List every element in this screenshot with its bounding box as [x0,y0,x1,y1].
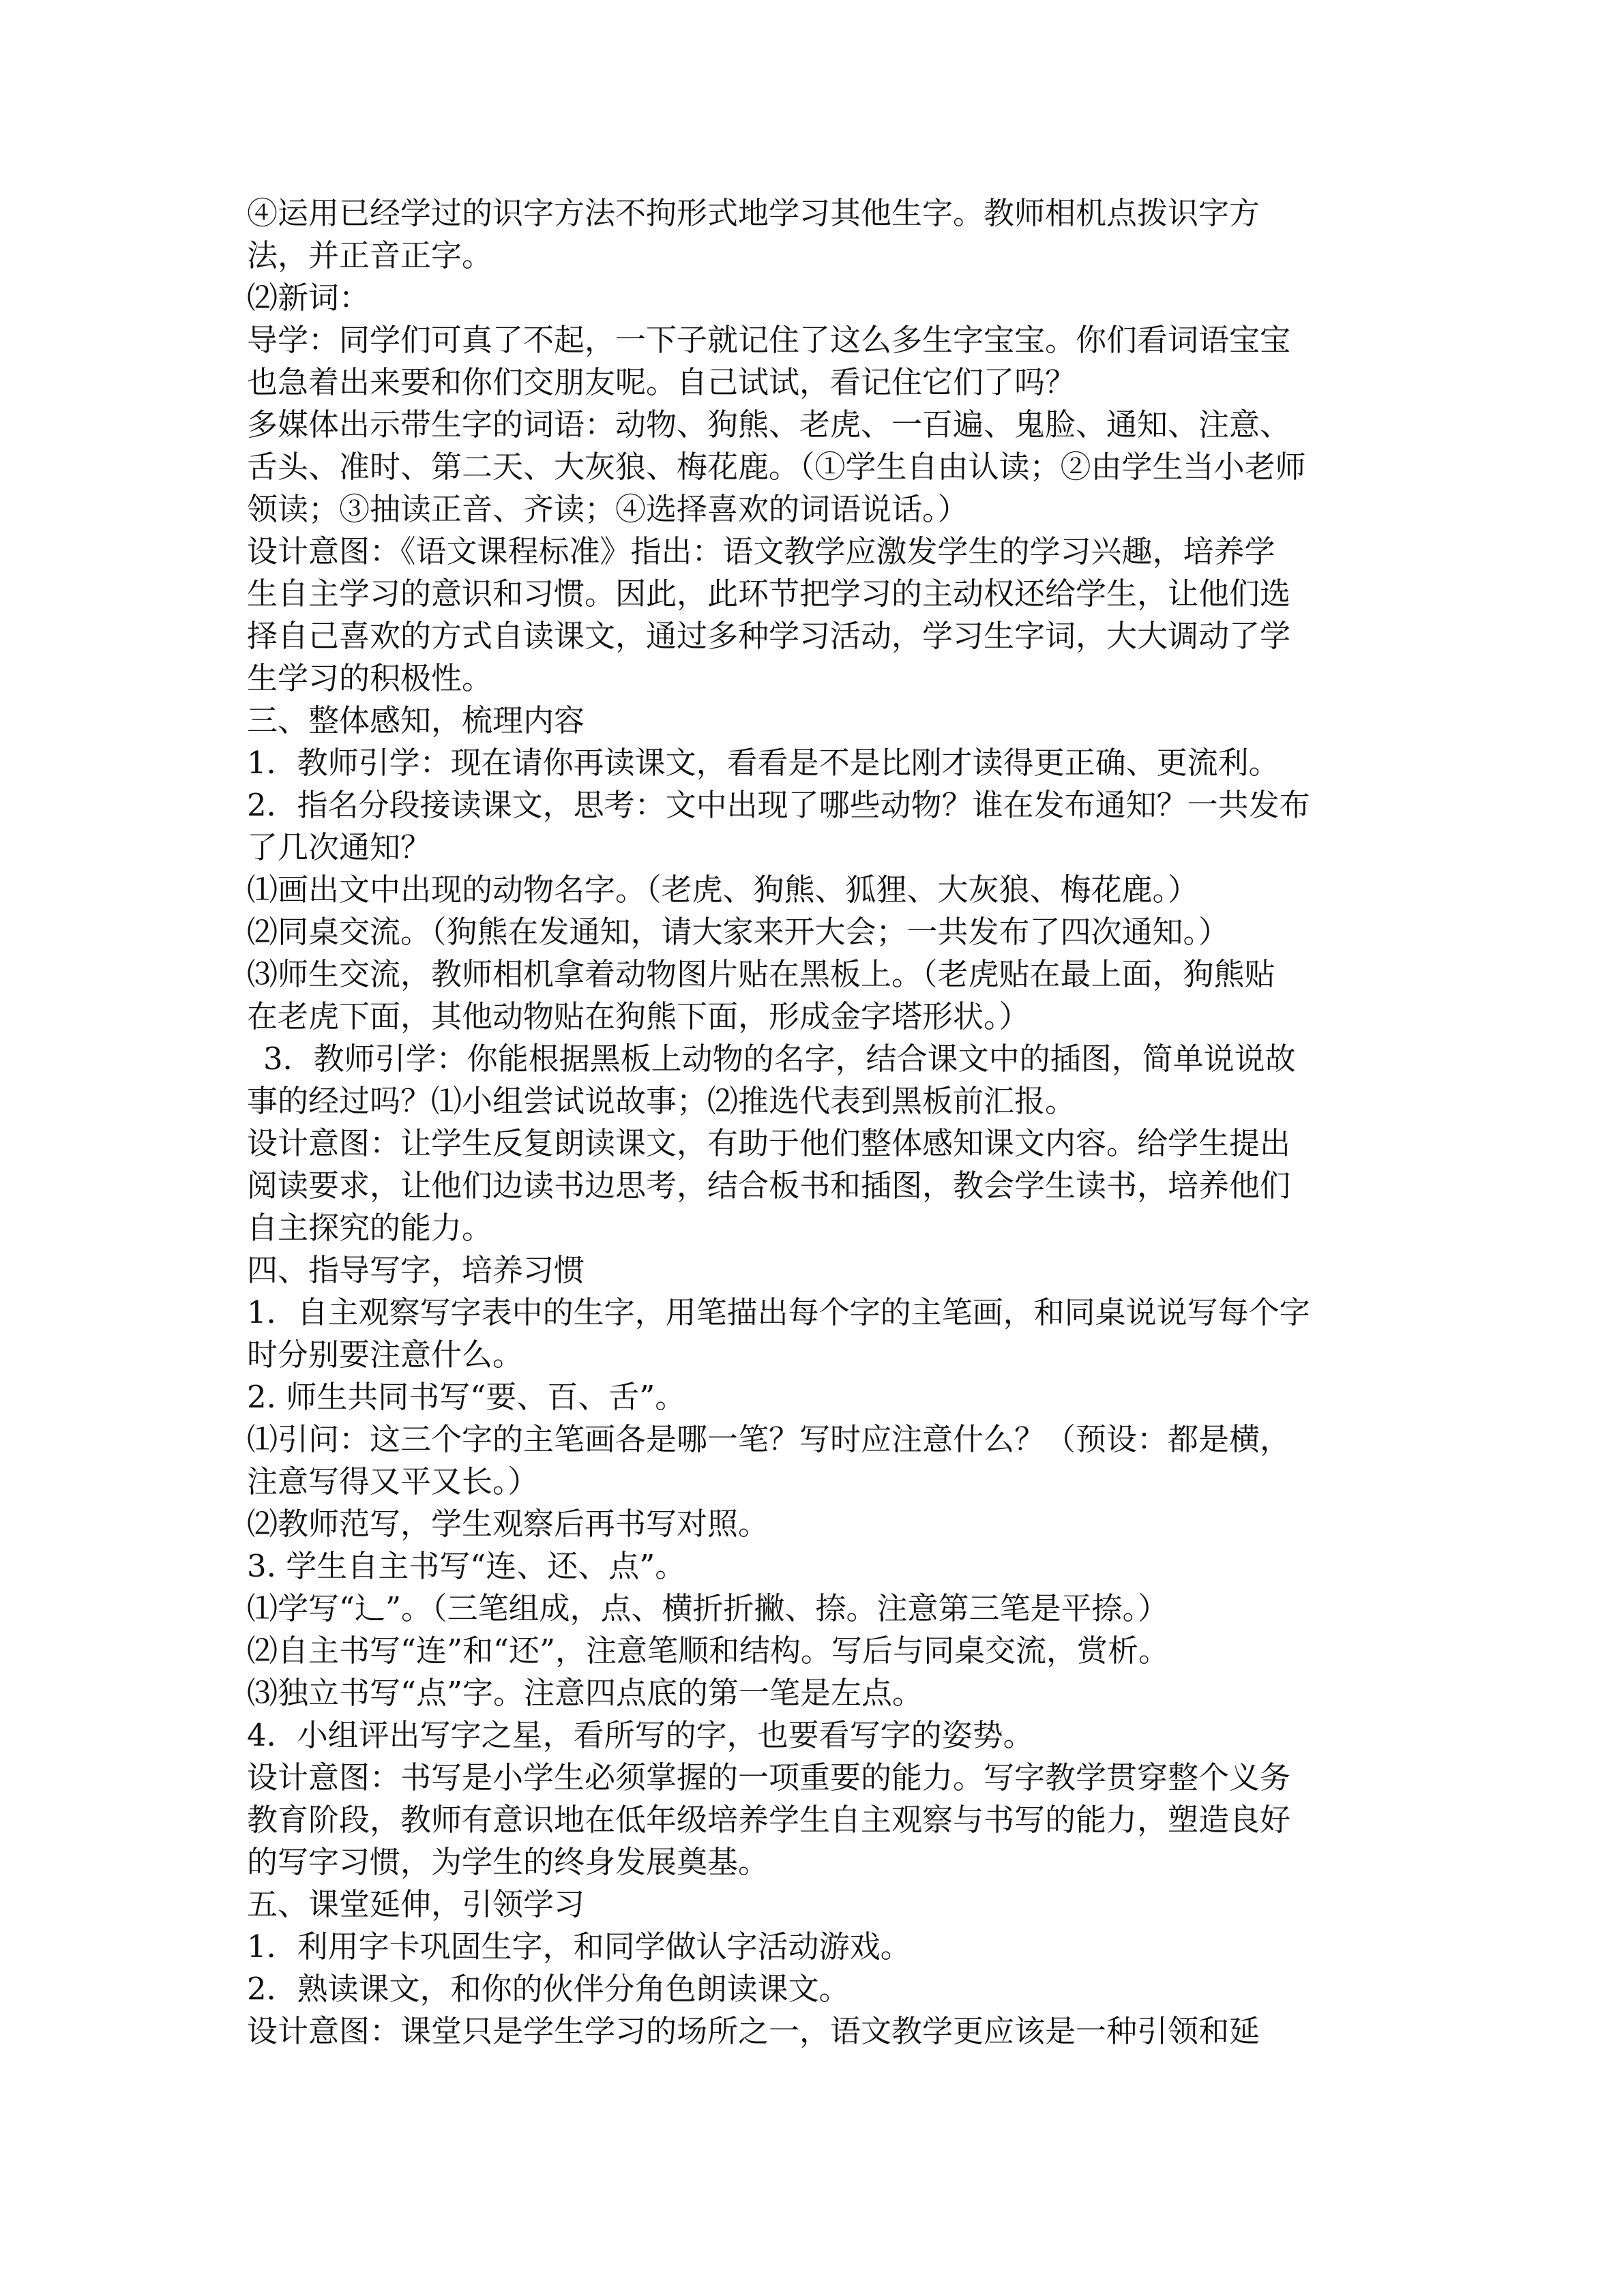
text-line: ⑵教师范写，学生观察后再书写对照。 [247,1506,769,1542]
text-line: 设计意图：《语文课程标准》指出：语文教学应激发学生的学习兴趣，培养学 [247,533,1275,569]
text-line: 2．熟读课文，和你的伙伴分角色朗读课文。 [247,1971,850,2007]
section-heading: 三、整体感知，梳理内容 [247,702,585,739]
document-body [247,192,1379,2053]
text-line: 3．教师引学：你能根据黑板上动物的名字，结合课文中的插图，简单说说故 [263,1041,1296,1077]
text-line: 生学习的积极性。 [247,660,493,696]
text-line: 自主探究的能力。 [247,1210,493,1246]
text-line: ⑶独立书写“点”字。注意四点底的第一笔是左点。 [247,1675,924,1711]
text-line: ⑶师生交流，教师相机拿着动物图片贴在黑板上。（老虎贴在最上面，狗熊贴 [247,956,1275,992]
text-line: ⑵自主书写“连”和“还”，注意笔顺和结构。写后与同桌交流，赏析。 [247,1632,1170,1669]
text-line: 1．教师引学：现在请你再读课文，看看是不是比刚才读得更正确、更流利。 [247,745,1280,781]
text-line: 时分别要注意什么。 [247,1337,524,1373]
text-line: 法，并正音正字。 [247,237,493,273]
text-line: 在老虎下面，其他动物贴在狗熊下面，形成金字塔形状。） [247,998,1030,1034]
text-line: 2．指名分段接读课文，思考：文中出现了哪些动物？谁在发布通知？一共发布 [247,787,1310,823]
text-line: 4．小组评出写字之星，看所写的字，也要看写字的姿势。 [247,1717,1034,1753]
text-line: 多媒体出示带生字的词语：动物、狗熊、老虎、一百遍、鬼脸、通知、注意、 [247,406,1291,443]
section-heading: 四、指导写字，培养习惯 [247,1252,585,1288]
text-line: ④运用已经学过的识字方法不拘形式地学习其他生字。教师相机点拨识字方 [247,195,1260,231]
text-line: 1．利用字卡巩固生字，和同学做认字活动游戏。 [247,1928,911,1965]
text-line: 注意写得又平又长。） [247,1463,539,1500]
text-line: 设计意图：课堂只是学生学习的场所之一，语文教学更应该是一种引领和延 [247,2013,1260,2049]
text-line: ⑵同桌交流。（狗熊在发通知，请大家来开大会；一共发布了四次通知。） [247,914,1230,950]
text-line: 3. 学生自主书写“连、还、点”。 [247,1548,686,1584]
text-line: 择自己喜欢的方式自读课文，通过多种学习活动，学习生字词，大大调动了学 [247,618,1291,654]
text-line: 事的经过吗？⑴小组尝试说故事；⑵推选代表到黑板前汇报。 [247,1083,1076,1119]
text-line: ⑴引问：这三个字的主笔画各是哪一笔？写时应注意什么？（预设：都是横， [247,1421,1291,1457]
text-line: 领读；③抽读正音、齐读；④选择喜欢的词语说话。） [247,491,969,527]
text-line: 导学：同学们可真了不起，一下子就记住了这么多生字宝宝。你们看词语宝宝 [247,322,1291,358]
text-line: 舌头、准时、第二天、大灰狼、梅花鹿。（①学生自由认读；②由学生当小老师 [247,449,1306,485]
text-line: 生自主学习的意识和习惯。因此，此环节把学习的主动权还给学生，让他们选 [247,576,1291,612]
text-line: 了几次通知？ [247,829,432,865]
text-line: ⑴学写“辶”。（三笔组成，点、横折折撇、捺。注意第三笔是平捺。） [247,1590,1169,1626]
text-line: 教育阶段，教师有意识地在低年级培养学生自主观察与书写的能力，塑造良好 [247,1802,1291,1838]
text-line: 2. 师生共同书写“要、百、舌”。 [247,1379,686,1415]
text-line: 阅读要求，让他们边读书边思考，结合板书和插图，教会学生读书，培养他们 [247,1167,1291,1204]
text-line: 也急着出来要和你们交朋友呢。自己试试，看记住它们了吗？ [247,364,1076,400]
text-line: 1．自主观察写字表中的生字，用笔描出每个字的主笔画，和同桌说说写每个字 [247,1294,1310,1330]
text-line: 设计意图：书写是小学生必须掌握的一项重要的能力。写字教学贯穿整个义务 [247,1759,1291,1795]
text-line: ⑵新词： [247,280,370,316]
text-line: 的写字习惯，为学生的终身发展奠基。 [247,1844,769,1880]
text-line: ⑴画出文中出现的动物名字。（老虎、狗熊、狐狸、大灰狼、梅花鹿。） [247,871,1199,908]
section-heading: 五、课堂延伸，引领学习 [247,1886,585,1922]
text-line: 设计意图：让学生反复朗读课文，有助于他们整体感知课文内容。给学生提出 [247,1125,1291,1161]
